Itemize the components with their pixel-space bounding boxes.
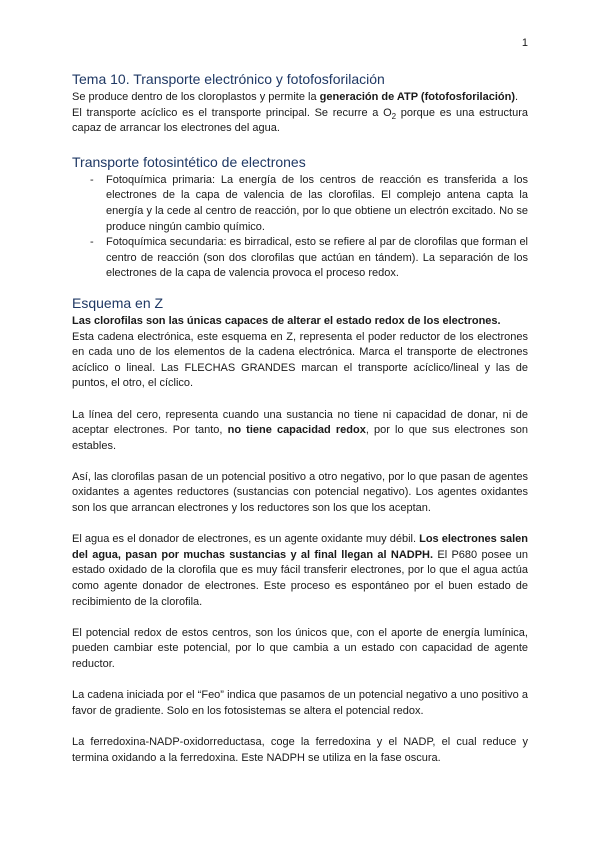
list-item-text: Fotoquímica primaria: La energía de los centros de reacción es transferida a los electrones de la capa de valencia de las clorofilas. El complejo antena capta la energía y la cede al centro de reacción, por lo que obtiene un electrón excitado. No se produce ningún cambio químico. — [106, 173, 528, 233]
section-title-esquema-z: Esquema en Z — [72, 294, 164, 311]
paragraph: Así, las clorofilas pasan de un potencial positivo a otro negativo, por lo que pasan de agentes oxidantes a agentes reductores (sustancias con potencial negativo). Los agentes oxidantes son los que arrancan electrones y los reductores son los que los aceptan. — [72, 470, 528, 515]
text: . — [515, 91, 519, 103]
page-number: 1 — [521, 37, 528, 49]
bold-text: Las clorofilas son las únicas capaces de alterar el estado redox de los electrones. — [72, 314, 501, 327]
bold-text: Los electrones salen del agua, pasan por muchas sustancias y al final llegan al NADPH. — [72, 533, 528, 561]
section-title-transporte: Transporte fotosintético de electrones — [72, 153, 306, 170]
text: El agua es el donador de electrones, es un agente oxidante muy débil. — [72, 533, 420, 546]
dash-bullet: - — [90, 173, 94, 186]
text: , por lo que sus electrones son estables. — [72, 424, 528, 452]
list-item — [72, 235, 528, 282]
document-body — [72, 70, 528, 766]
text: El transporte acíclico es el transporte principal. Se recurre a O — [72, 106, 392, 119]
paragraph: Esta cadena electrónica, este esquema en Z, representa el poder reductor de los electrones en cada uno de los elementos de la cadena electrónica. Marca el transporte de electrones acíclico o lineal. Las FLECHAS GRANDES marcan el transporte acíclico/lineal y las de puntos, el otro, el cíclico. — [72, 330, 528, 390]
paragraph — [72, 106, 528, 137]
text: El P680 posee un estado oxidado de la clorofila que es muy fácil transferir electrones, por lo que el agua actúa como agente donador de electrones. Este proceso es espontáneo por el buen estado de recibimiento de la clorofila. — [72, 548, 528, 608]
paragraph: La ferredoxina-NADP-oxidorreductasa, coge la ferredoxina y el NADP, el cual reduce y termina oxidando a la ferredoxina. Este NADPH se utiliza en la fase oscura. — [72, 735, 528, 764]
section-title-tema-10: Tema 10. Transporte electrónico y fotofosforilación — [72, 71, 385, 87]
list-item — [72, 173, 528, 235]
bold-text: no tiene capacidad redox — [227, 424, 366, 437]
paragraph — [72, 532, 528, 610]
dash-list — [72, 173, 528, 282]
dash-bullet: - — [90, 236, 94, 249]
text: Se produce dentro de los cloroplastos y permite la — [72, 91, 320, 103]
paragraph: La cadena iniciada por el “Feo” indica que pasamos de un potencial negativo a uno positivo a favor de gradiente. Solo en los fotosistemas se altera el potencial redox. — [72, 689, 528, 717]
list-item-text: Fotoquímica secundaria: es birradical, esto se refiere al par de clorofilas que forman el centro de reacción (son dos clorofilas que actúan en tándem). La separación de los electrones de la capa de valencia provoca el proceso redox. — [106, 236, 528, 280]
paragraph — [72, 408, 528, 455]
bold-text: generación de ATP (fotofosforilación) — [319, 91, 516, 103]
text: porque es una estructura capaz de arrancar los electrones del agua. — [72, 106, 529, 135]
text: La línea del cero, representa cuando una sustancia no tiene ni capacidad de donar, ni de aceptar electrones. Por tanto, — [72, 408, 528, 437]
lead-paragraph — [72, 314, 528, 330]
paragraph — [72, 90, 528, 106]
subscript: 2 — [391, 111, 397, 121]
paragraph: El potencial redox de estos centros, son los únicos que, con el aporte de energía lumínica, pueden cambiar este potencial, por lo que cambia a un estado con capacidad de agente reductor. — [72, 626, 528, 670]
